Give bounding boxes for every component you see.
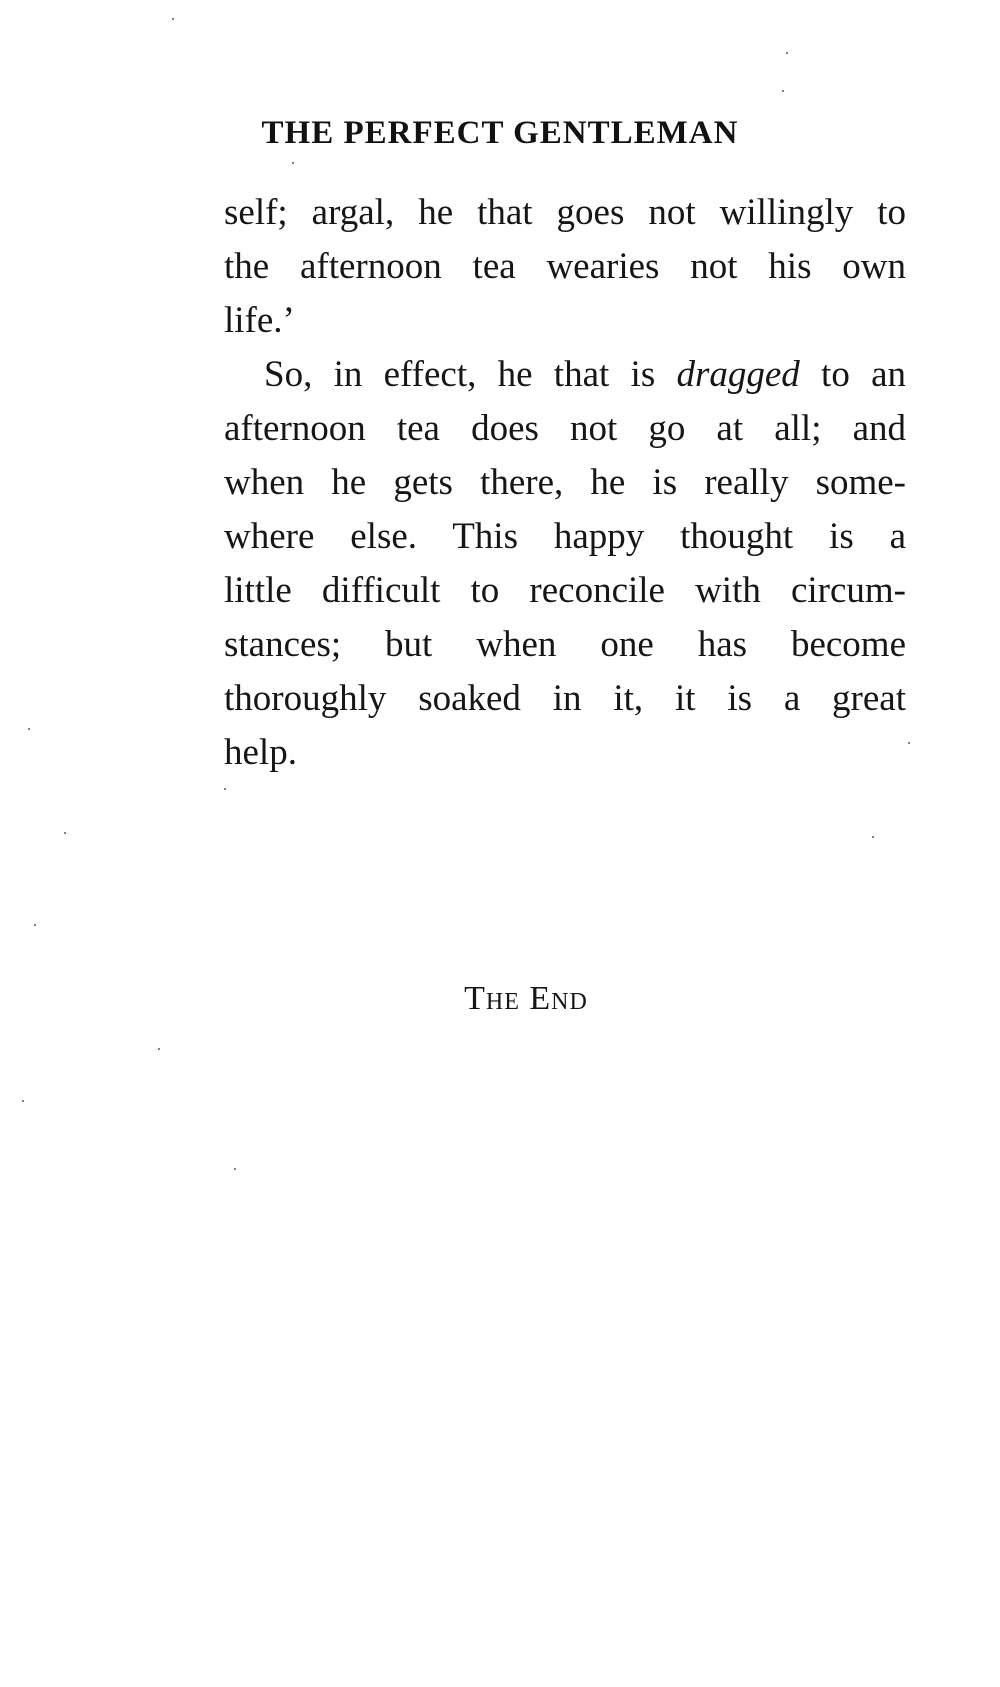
text-line: little difficult to reconcile with circum- xyxy=(224,570,906,611)
text-span: So, in effect, he that is xyxy=(264,354,677,395)
text-span: to an xyxy=(799,354,906,395)
scan-speck xyxy=(786,52,788,54)
scan-speck xyxy=(292,162,294,164)
paragraph-first-line xyxy=(264,352,906,398)
italic-word: dragged xyxy=(676,354,800,395)
text-line: where else. This happy thought is a xyxy=(224,516,906,557)
scan-speck xyxy=(34,924,36,926)
the-end-label: The End xyxy=(464,980,588,1017)
running-head: THE PERFECT GENTLEMAN xyxy=(261,115,739,151)
scan-speck xyxy=(234,1168,236,1170)
text-line: life.’ xyxy=(224,300,295,341)
scan-speck xyxy=(158,1048,160,1050)
text-line: when he gets there, he is really some- xyxy=(224,462,906,503)
text-line: stances; but when one has become xyxy=(224,624,906,665)
scan-speck xyxy=(28,728,30,730)
scan-speck xyxy=(782,90,784,92)
scan-speck xyxy=(172,18,174,20)
scan-speck xyxy=(64,832,66,834)
text-line: thoroughly soaked in it, it is a great xyxy=(224,678,906,719)
text-line: afternoon tea does not go at all; and xyxy=(224,408,906,449)
scan-speck xyxy=(224,788,226,790)
scan-speck xyxy=(22,1100,24,1102)
text-line: the afternoon tea wearies not his own xyxy=(224,246,906,287)
scan-speck xyxy=(908,742,910,744)
text-line: help. xyxy=(224,732,297,773)
scan-speck xyxy=(872,836,874,838)
text-line: self; argal, he that goes not willingly to xyxy=(224,192,906,233)
